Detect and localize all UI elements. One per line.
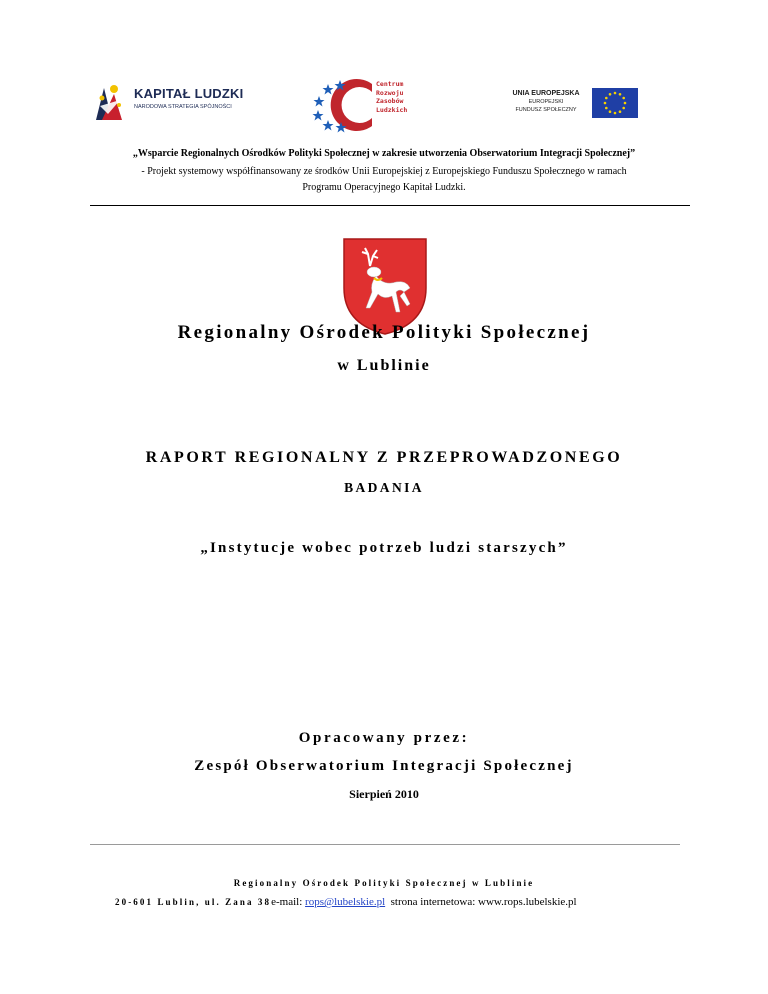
email-label: e-mail: <box>271 896 306 908</box>
unia-europejska-logo <box>502 88 642 120</box>
kapital-ludzki-logo <box>92 80 252 126</box>
kapital-ludzki-title: KAPITAŁ LUDZKI <box>134 86 244 101</box>
website-text: strona internetowa: www.rops.lubelskie.pl <box>390 896 577 908</box>
eu-flag-icon <box>592 88 638 118</box>
organization-city: w Lublinie <box>337 357 431 374</box>
footer-organization: Regionalny Ośrodek Polityki Społecznej w Lublinie <box>233 878 535 888</box>
footer-divider <box>90 844 680 845</box>
project-description: - Projekt systemowy współfinansowany ze środków Unii Europejskiej z Europejskiego Funduszu Społecznego w ramach Programu Operacyjnego Kapitał Ludzki. <box>141 166 627 193</box>
crzl-emblem-icon <box>310 76 380 134</box>
kapital-ludzki-subtitle: NARODOWA STRATEGIA SPÓJNOŚCI <box>134 104 232 110</box>
prepared-by-label: Opracowany przez: <box>298 730 470 746</box>
report-title-line2: BADANIA <box>344 480 424 495</box>
project-title: „Wsparcie Regionalnych Ośrodków Polityki Społecznej w zakresie utworzenia Obserwatorium Integracji Społecznej” <box>132 148 636 159</box>
organization-name: Regionalny Ośrodek Polityki Społecznej <box>177 322 591 343</box>
centrum-rozwoju-logo <box>310 76 450 134</box>
email-link[interactable]: rops@lubelskie.pl <box>305 896 386 908</box>
kapital-ludzki-emblem-icon <box>92 80 132 126</box>
header-divider <box>90 205 690 206</box>
lublin-coat-of-arms-icon <box>340 236 430 336</box>
report-subject: „Instytucje wobec potrzeb ludzi starszych” <box>200 540 568 556</box>
report-date: Sierpień 2010 <box>349 787 419 801</box>
author-team: Zespół Obserwatorium Integracji Społecznej <box>194 758 574 774</box>
crzl-name: Centrum Rozwoju Zasobów Ludzkich <box>376 80 408 114</box>
footer-contact <box>115 896 577 908</box>
footer-address: 20-601 Lublin, ul. Zana 38 <box>115 897 272 907</box>
ue-text: UNIA EUROPEJSKA EUROPEJSKI FUNDUSZ SPOŁECZNY <box>512 90 580 113</box>
report-title-line1: RAPORT REGIONALNY Z PRZEPROWADZONEGO <box>145 449 623 466</box>
